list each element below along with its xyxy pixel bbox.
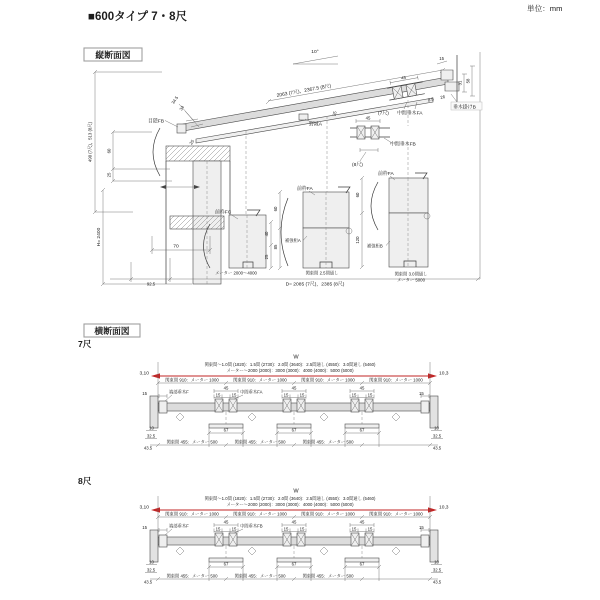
dim-34: 34 — [178, 104, 186, 112]
left-wall — [150, 396, 158, 428]
label-mid-rafter: 中間垂木FA — [240, 389, 263, 395]
bay-dim-2: 関東間 455：メーター 500 — [234, 573, 286, 579]
dim-45-fb: 45 — [365, 115, 371, 121]
cluster1-dim-15a: 15 — [215, 526, 221, 532]
dim-120-b: 120 — [355, 236, 360, 244]
fa-dim-lines — [278, 190, 282, 270]
cluster1-dim-15b: 15 — [231, 526, 237, 532]
bay-dim-1: 関東間 455：メーター 500 — [166, 573, 218, 579]
label-mekakushi-fb: 目隠FB — [148, 119, 165, 125]
cross-section-7 — [139, 355, 448, 451]
dim-58: 58 — [465, 78, 471, 84]
section-8-title: 8尺 — [78, 476, 92, 486]
section-7-title: 7尺 — [78, 339, 92, 349]
cluster1-dim-45: 45 — [223, 519, 229, 525]
cluster1-dim-15a: 15 — [215, 392, 221, 398]
span-note-kanto: 関東間～1.0間 (1820)：1.5間 (2730)：2.0間 (3640)：2.5間通し (4550)：3.0間通し (5460) — [204, 362, 376, 367]
dim-32-5-left: 32.5 — [146, 433, 156, 439]
module-dim-4: 関東間 910：メーター 1000 — [369, 511, 423, 517]
dim-40-fc: 40 — [264, 231, 269, 237]
b-frame-body — [389, 178, 428, 213]
module-dim-2: 関東間 910：メーター 1000 — [233, 511, 287, 517]
left-end-rafter — [159, 535, 167, 547]
dim-15-right: 15 — [419, 524, 424, 530]
label-nobuchi-a: 野縁A — [309, 122, 323, 128]
cluster1-dim-67: 67 — [223, 561, 229, 567]
dim-60-fa: 60 — [273, 206, 278, 212]
b-dim-lines — [360, 176, 364, 269]
nobuchi-a-part — [299, 114, 308, 120]
label-7shaku: (7尺) — [378, 111, 389, 117]
bay-dim-2: 関東間 455：メーター 500 — [234, 439, 286, 445]
dim-15-left: 15 — [142, 390, 147, 396]
chukan-fb-leader — [384, 138, 392, 143]
cluster1-dim-15b: 15 — [231, 392, 237, 398]
bay-dim-3: 関東間 455：メーター 500 — [302, 439, 354, 445]
dim-10-3: 10,3 — [439, 505, 449, 511]
label-hokyo-a: 補強桁A — [285, 238, 301, 243]
label-end-rafter: 端部垂木F — [169, 389, 189, 395]
post-top-hatch — [166, 146, 230, 161]
taruk-leader — [451, 94, 457, 102]
dim-d-total: D= 2085 (7尺)，2385 (8尺) — [285, 282, 345, 288]
dim-25-slope: 25 — [188, 138, 196, 146]
label-maewaku-fc: 前枠FC — [215, 210, 232, 216]
cluster3-dim-67: 67 — [359, 561, 365, 567]
label-mid-rafter: 中間垂木FB — [240, 523, 263, 529]
label-end-rafter: 端部垂木F — [169, 523, 189, 529]
mid-rafter-fb-detail — [350, 116, 390, 153]
post-assembly — [153, 128, 230, 284]
dim-60-b: 60 — [355, 192, 360, 198]
dim-32-5-right: 32.5 — [432, 433, 442, 439]
roof-band — [158, 537, 430, 545]
note-meter-5000: メーター 5000 — [397, 277, 425, 283]
label-chukan-fb: 中間垂木FB — [390, 142, 416, 148]
hokyo-b-body — [389, 213, 428, 267]
cluster2-dim-15a: 15 — [283, 392, 289, 398]
cross-section-label: 横断面図 — [94, 326, 130, 336]
dim-60-left: 60 — [106, 148, 112, 154]
left-wall — [150, 530, 158, 562]
fb-rails — [350, 128, 390, 137]
cluster3-dim-45: 45 — [359, 385, 365, 391]
fc-body — [229, 215, 266, 268]
dim-h2400: H= 2400 — [97, 227, 102, 247]
right-wall — [430, 396, 438, 428]
dim-10-left: 10 — [149, 425, 154, 431]
dim-43-5-right: 43.5 — [432, 579, 442, 585]
page-title: ■600タイプ 7・8尺 — [88, 11, 188, 23]
cluster3-dim-15b: 15 — [367, 526, 373, 532]
dim-25-fc: 25 — [264, 254, 269, 260]
label-maewaku-fa-2: 前枠FA — [378, 172, 394, 177]
cluster2-dim-15a: 15 — [283, 526, 289, 532]
fa-brace-curve — [281, 198, 288, 266]
dim-45-fa: 45 — [400, 74, 407, 81]
span-note-kanto: 関東間～1.0間 (1820)：1.5間 (2730)：2.0間 (3640)：2.5間通し (4550)：3.0間通し (5460) — [204, 496, 376, 501]
module-dim-4: 関東間 910：メーター 1000 — [369, 377, 423, 383]
dim-32-5-right: 32.5 — [432, 567, 442, 573]
left-end-rafter — [159, 401, 167, 413]
cross-section-8 — [139, 489, 448, 585]
post-base-plate — [170, 216, 224, 229]
longitudinal-section — [87, 49, 483, 288]
right-end-rafter — [421, 535, 429, 547]
bay-dim-1: 関東間 455：メーター 500 — [166, 439, 218, 445]
cluster3-dim-45: 45 — [359, 519, 365, 525]
dim-10-right: 10 — [434, 559, 439, 565]
dim-10-right: 10 — [434, 425, 439, 431]
cluster2-dim-67: 67 — [291, 427, 297, 433]
mekakushi-fb-part — [177, 124, 186, 133]
w-label: W — [293, 354, 299, 361]
vertical-section-label: 縦断面図 — [95, 50, 131, 60]
cluster3-dim-15b: 15 — [367, 392, 373, 398]
dim-15-eave: 15 — [439, 56, 444, 61]
angle-label: 10° — [311, 50, 319, 55]
cluster2-dim-67: 67 — [291, 561, 297, 567]
bolt-diamonds — [176, 547, 400, 555]
dim-70: 70 — [173, 244, 179, 250]
w-label: W — [293, 488, 299, 495]
cluster1-dim-67: 67 — [223, 427, 229, 433]
label-maewaku-fa: 前枠FA — [297, 187, 313, 192]
dim-85-fa: 85 — [273, 244, 278, 250]
label-chukan-fa: 中間垂木FA — [397, 111, 423, 117]
cluster3-dim-15a: 15 — [351, 526, 357, 532]
dim-8-5: 8.5 — [427, 96, 435, 103]
label-hokyo-b: 補強桁B — [367, 243, 383, 249]
span-note-meter: メーター～2000 (2000)：3000 (3000)：4000 (4000)：5000 (5000) — [226, 502, 354, 507]
front-frame-fa-b-detail — [355, 170, 430, 284]
bay-dim-3: 関東間 455：メーター 500 — [302, 573, 354, 579]
bolt-diamonds — [176, 413, 400, 421]
front-frame-fa-detail — [273, 185, 352, 277]
dim-3-10: 3,10 — [139, 505, 149, 511]
dim-15-left: 15 — [142, 524, 147, 530]
right-end-rafter — [421, 401, 429, 413]
cluster2-dim-15b: 15 — [299, 526, 305, 532]
span-note-meter: メーター～2000 (2000)：3000 (3000)：4000 (4000)：5000 (5000) — [226, 368, 354, 373]
dim-43-5-left: 43.5 — [143, 445, 153, 451]
module-dim-3: 関東間 910：メーター 1000 — [301, 377, 355, 383]
note-kanto-30: 関東間 3.0間通し — [394, 271, 428, 277]
dim-height-490-513: 490 (7尺)，513 (8尺) — [87, 121, 93, 163]
roof-band — [158, 403, 430, 411]
module-dim-1: 関東間 910：メーター 1000 — [165, 377, 219, 383]
dim-92-5: 92.5 — [146, 281, 156, 287]
right-wall — [430, 530, 438, 562]
cluster3-dim-67: 67 — [359, 427, 365, 433]
slope-length-dim: 2063 (7尺)，2367.5 (8尺) — [276, 84, 332, 99]
p8-leader — [360, 152, 366, 161]
module-dim-2: 関東間 910：メーター 1000 — [233, 377, 287, 383]
angle-indicator — [293, 56, 338, 64]
note-meter-fc: メーター 2000～4000 — [215, 270, 257, 276]
label-8shaku: (8尺) — [352, 163, 363, 168]
dim-32-5-left: 32.5 — [146, 567, 156, 573]
cluster2-dim-45: 45 — [291, 519, 297, 525]
b-brace-curve — [371, 182, 378, 230]
dim-43-5-left: 43.5 — [143, 579, 153, 585]
cluster1-dim-45: 45 — [223, 385, 229, 391]
dim-25-left: 25 — [106, 172, 112, 178]
cluster2-dim-45: 45 — [291, 385, 297, 391]
dim-15-right: 15 — [419, 390, 424, 396]
dim-31: 31 — [457, 80, 463, 86]
dim-10-3: 10,3 — [439, 371, 449, 377]
module-dim-3: 関東間 910：メーター 1000 — [301, 511, 355, 517]
label-tarukigake-b: 垂木掛けB — [453, 105, 476, 111]
dim-3-10: 3,10 — [139, 371, 149, 377]
dim-26: 26 — [439, 94, 446, 100]
dim-10-left: 10 — [149, 559, 154, 565]
unit-label: 単位：mm — [527, 4, 563, 13]
module-dim-1: 関東間 910：メーター 1000 — [165, 511, 219, 517]
note-kanto-25: 関東間 2.5間通し — [305, 270, 339, 276]
cluster2-dim-15b: 15 — [299, 392, 305, 398]
cluster3-dim-15a: 15 — [351, 392, 357, 398]
dim-43-5-right: 43.5 — [432, 445, 442, 451]
dim-34-5: 34.5 — [170, 95, 180, 106]
dim-25-nobuchi: 25 — [331, 110, 338, 117]
